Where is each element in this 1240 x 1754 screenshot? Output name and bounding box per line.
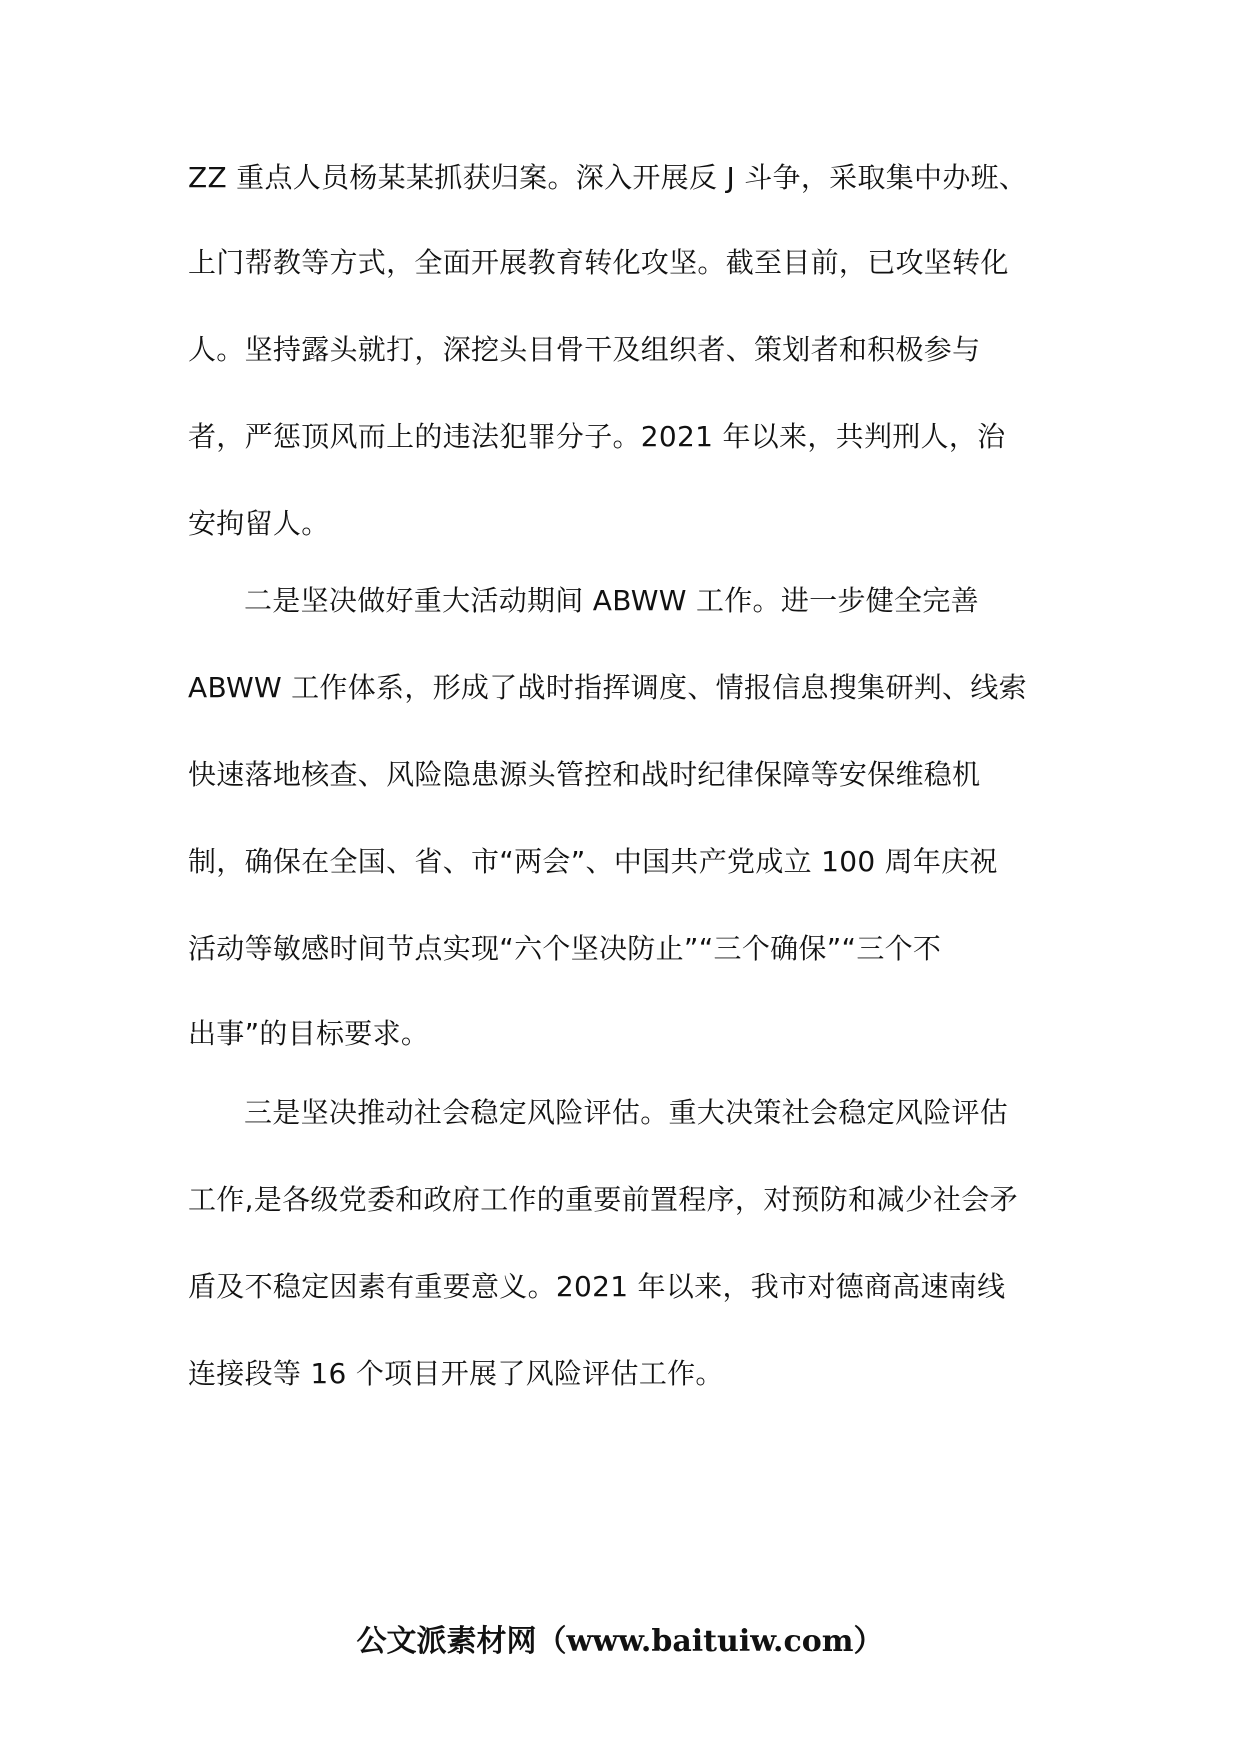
- paragraph-2-first-line: 二是坚决做好重大活动期间 ABWW 工作。进一步健全完善: [244, 584, 979, 617]
- body-line-3: 人。坚持露头就打，深挖头目骨干及组织者、策划者和积极参与: [188, 333, 981, 366]
- body-line-11: 出事”的目标要求。: [188, 1017, 430, 1050]
- body-line-10: 活动等敏感时间节点实现“六个坚决防止”“三个确保”“三个不: [188, 932, 942, 965]
- body-line-15: 连接段等 16 个项目开展了风险评估工作。: [188, 1357, 724, 1390]
- body-line-4: 者，严惩顶风而上的违法犯罪分子。2021 年以来，共判刑人，治: [188, 420, 1006, 453]
- body-line-13: 工作,是各级党委和政府工作的重要前置程序，对预防和减少社会矛: [188, 1183, 1018, 1216]
- body-line-7: ABWW 工作体系，形成了战时指挥调度、情报信息搜集研判、线索: [188, 671, 1027, 704]
- body-line-5: 安拘留人。: [188, 507, 330, 540]
- body-line-2: 上门帮教等方式，全面开展教育转化攻坚。截至目前，已攻坚转化: [188, 246, 1009, 279]
- body-line-8: 快速落地核查、风险隐患源头管控和战时纪律保障等安保维稳机: [188, 758, 981, 791]
- body-line-1: ZZ 重点人员杨某某抓获归案。深入开展反 J 斗争，采取集中办班、: [188, 161, 1028, 194]
- paragraph-3-first-line: 三是坚决推动社会稳定风险评估。重大决策社会稳定风险评估: [244, 1096, 1009, 1129]
- body-line-9: 制，确保在全国、省、市“两会”、中国共产党成立 100 周年庆祝: [188, 845, 998, 878]
- body-line-14: 盾及不稳定因素有重要意义。2021 年以来，我市对德商高速南线: [188, 1270, 1006, 1303]
- footer-watermark: 公文派素材网（www.baituiw.com）: [356, 1624, 884, 1659]
